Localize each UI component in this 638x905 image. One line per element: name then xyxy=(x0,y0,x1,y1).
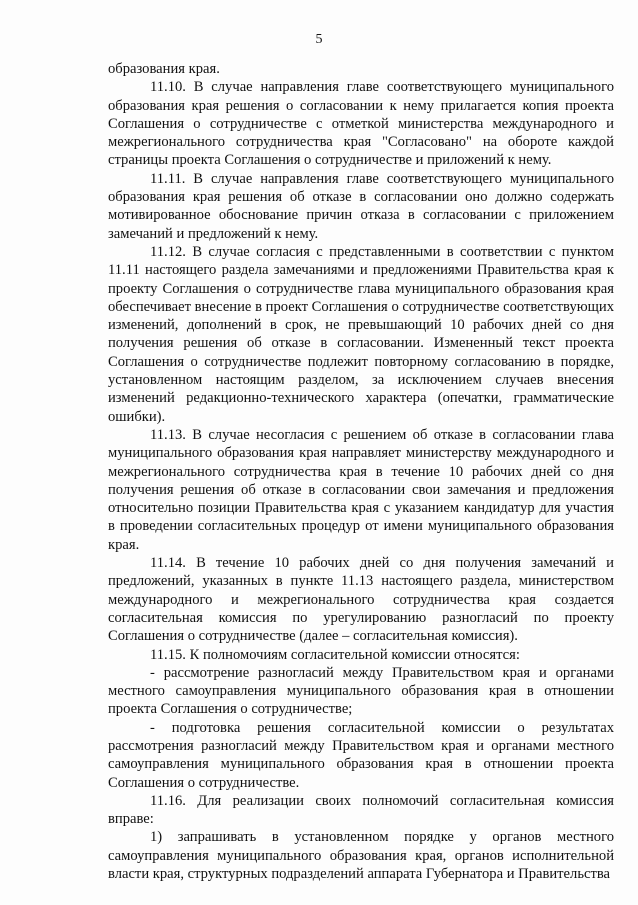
paragraph-11-16: 11.16. Для реализации своих полномочий согласительная комиссия вправе: xyxy=(108,792,614,828)
paragraph-11-11: 11.11. В случае направления главе соответствующего муниципального образования края решения об отказе в согласовании оно должно содержать мотивированное обоснование причин отказа в согласовании с приложением замечаний и предложений к нему. xyxy=(108,170,614,242)
paragraph-11-13: 11.13. В случае несогласия с решением об отказе в согласовании глава муниципального образования края направляет министерству международного и межрегионального сотрудничества края в течение 10 рабочих дней со дня получения решения об отказе в согласовании свои замечания и предложения относительно позиции Правительства края с указанием кандидатур для участия в проведении согласительных процедур от имени муниципального образования края. xyxy=(108,426,614,553)
paragraph-11-10: 11.10. В случае направления главе соответствующего муниципального образования края решения о согласовании к нему прилагается копия проекта Соглашения о сотрудничестве с отметкой министерства международного и межрегионального сотрудничества края "Согласовано" на обороте каждой страницы проекта Соглашения о сотрудничестве и приложений к нему. xyxy=(108,79,614,169)
paragraph-11-12: 11.12. В случае согласия с представленными в соответствии с пунктом 11.11 настоящего раздела замечаниями и предложениями Правительства края к проекту Соглашения о сотрудничестве глава муниципального образования края обеспечивает внесение в проект Соглашения о сотрудничестве соответствующих изменений, дополнений в срок, не превышающий 10 рабочих дней со дня получения решения об отказе в согласовании. Измененный текст проекта Соглашения о сотрудничестве подлежит повторному согласованию в порядке, установленном настоящим разделом, за исключением случаев внесения изменений редакционно-технического характера (опечатки, грамматические ошибки). xyxy=(108,243,614,425)
paragraph-11-14: 11.14. В течение 10 рабочих дней со дня получения замечаний и предложений, указанных в пункте 11.13 настоящего раздела, министерством международного и межрегионального сотрудничества края создается согласительная комиссия по урегулированию разногласий по проекту Соглашения о сотрудничестве (далее – согласительная комиссия). xyxy=(108,555,614,645)
paragraph-continuation: образования края. xyxy=(108,61,220,77)
list-item-review: - рассмотрение разногласий между Правительством края и органами местного самоуправления муниципального образования края в отношении проекта Соглашения о сотрудничестве; xyxy=(108,664,614,718)
paragraph-11-15: 11.15. К полномочиям согласительной комиссии относятся: xyxy=(150,646,520,663)
list-item-preparation: - подготовка решения согласительной комиссии о результатах рассмотрения разногласий между Правительством края и органами местного самоуправления муниципального образования края в отношении проекта Соглашения о сотрудничестве. xyxy=(108,719,614,791)
page-number: 5 xyxy=(315,32,323,47)
document-body xyxy=(108,60,614,883)
list-item-request: 1) запрашивать в установленном порядке у органов местного самоуправления муниципального образования края, органов исполнительной власти края, структурных подразделений аппарата Губернатора и Правительства xyxy=(108,829,614,883)
